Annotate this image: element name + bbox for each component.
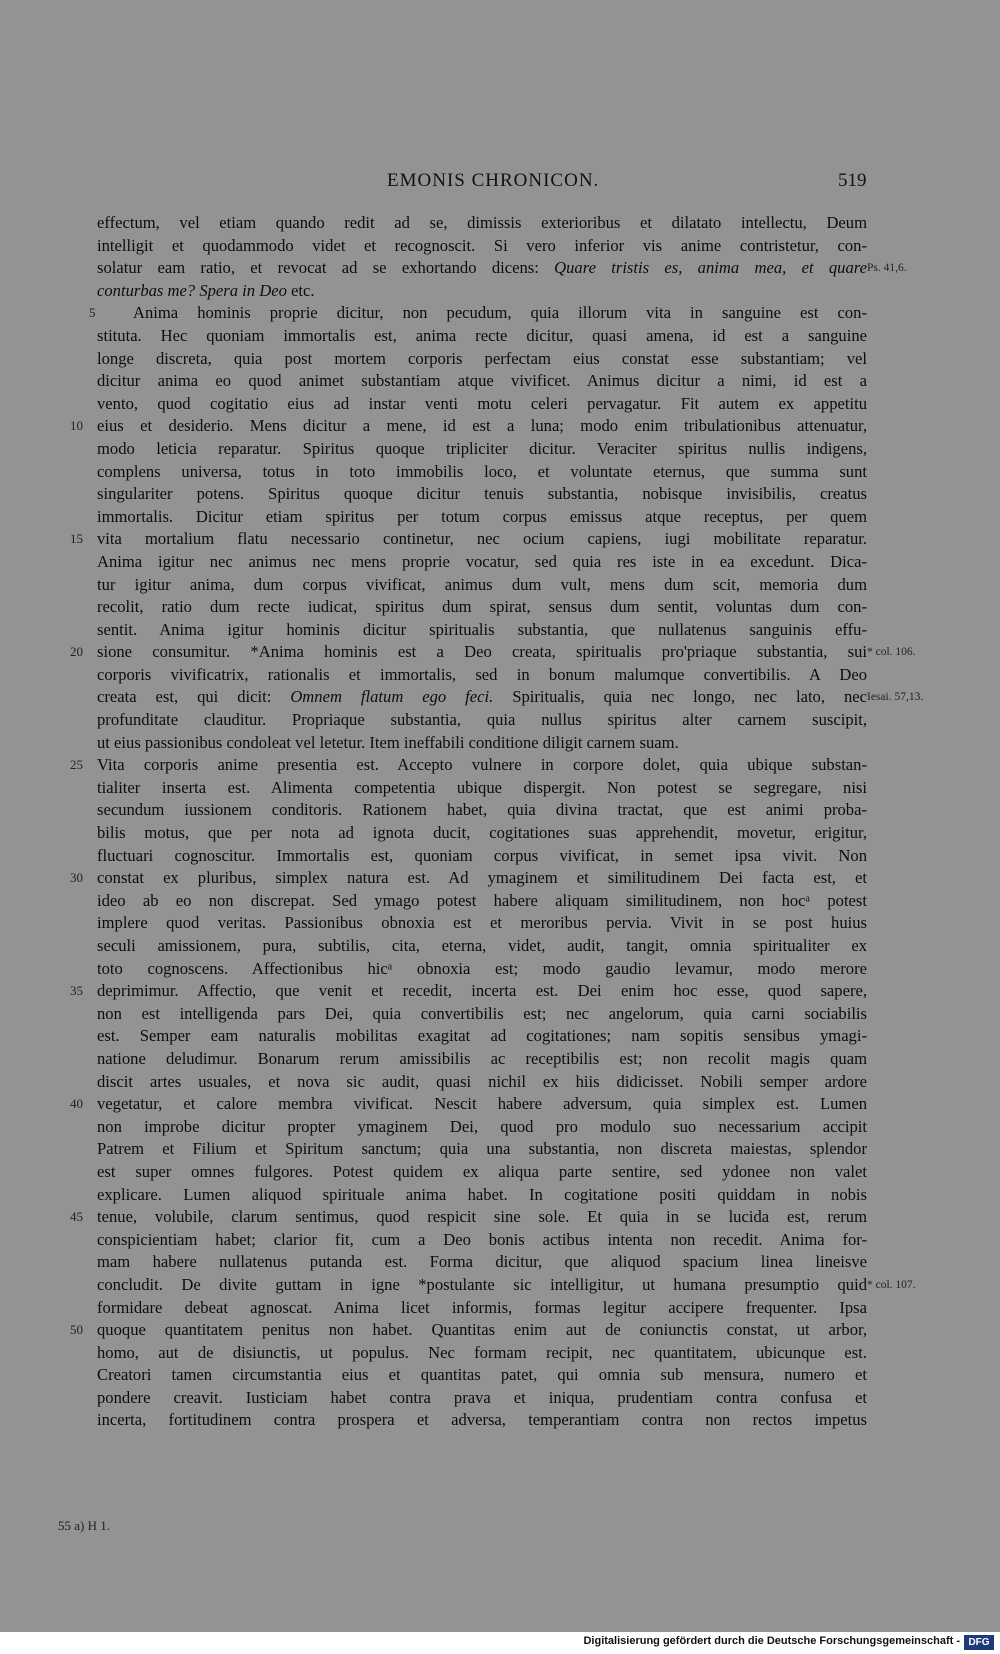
line-number: 10	[70, 418, 83, 434]
text-line	[97, 506, 867, 529]
line-number: 50	[70, 1322, 83, 1338]
text-line	[97, 1409, 867, 1432]
running-title: EMONIS CHRONICON.	[387, 170, 600, 191]
line-text: explicare. Lumen aliquod spirituale anima habet. In cogitatione positi quiddam in nobis	[97, 1184, 867, 1204]
running-header	[0, 170, 1000, 194]
line-text: vita mortalium flatu necessario continetur, nec ocium capiens, iugi mobilitate reparatur.	[97, 529, 867, 549]
line-text: longe discreta, quia post mortem corporis perfectam eius constat esse substantiam; vel	[97, 348, 867, 368]
line-text: Patrem et Filium et Spiritum sanctum; quia una substantia, non discreta maiestas, splendor	[97, 1139, 867, 1159]
text-line	[97, 777, 867, 800]
line-text: quoque quantitatem penitus non habet. Quantitas enim aut de coniunctis constat, ut arbor,	[97, 1320, 867, 1340]
line-number: 30	[70, 870, 83, 886]
line-text: Anima igitur nec animus nec mens proprie vocatur, sed quia res iste in ea excedunt. Dica-	[97, 551, 867, 571]
text-line	[97, 596, 867, 619]
text-line	[97, 1025, 867, 1048]
line-text: est super omnes fulgores. Potest quidem ex aliqua parte sentire, sed ydonee non valet	[97, 1161, 867, 1181]
dfg-logo: DFG	[964, 1635, 994, 1650]
text-line	[97, 709, 867, 732]
text-line	[97, 438, 867, 461]
line-number: 20	[70, 644, 83, 660]
line-text: ut eius passionibus condoleat vel letetur. Item ineffabili conditione diligit carnem suam.	[97, 732, 679, 752]
text-line	[97, 483, 867, 506]
text-line	[70, 415, 867, 438]
line-text: Creatori tamen circumstantia eius et quantitas patet, qui omnia sub mensura, numero et	[97, 1365, 867, 1385]
text-line	[97, 1274, 916, 1297]
line-text: etc.	[286, 280, 315, 300]
text-line	[97, 393, 867, 416]
text-line	[70, 1093, 867, 1116]
text-line	[97, 1364, 867, 1387]
text-line	[97, 1071, 867, 1094]
text-line	[70, 754, 867, 777]
line-text: toto cognoscens. Affectionibus hicᵃ obnoxia est; modo gaudio levamur, modo merore	[97, 958, 867, 978]
line-text: ideo ab eo non discrepat. Sed ymago potest habere aliquam similitudinem, non hocᵃ potest	[97, 890, 867, 910]
line-number: 35	[70, 983, 83, 999]
text-line	[97, 845, 867, 868]
text-line	[97, 257, 907, 280]
line-text: tur igitur anima, dum corpus vivificat, animus dum vult, mens dum scit, memoria dum	[97, 574, 867, 594]
text-line	[97, 958, 867, 981]
line-text: creata est, qui dicit:	[97, 687, 291, 707]
line-text: solatur eam ratio, et revocat ad se exhortando dicens:	[97, 258, 555, 278]
line-text: intelligit et quodammodo videt et recognoscit. Si vero inferior vis anime contristetur, con-	[97, 235, 867, 255]
text-line	[97, 370, 867, 393]
line-text: est. Semper eam naturalis mobilitas exagitat ad cogitationes; nam sopitis sensibus ymagi-	[97, 1026, 867, 1046]
line-number: 40	[70, 1096, 83, 1112]
line-text: fluctuari cognoscitur. Immortalis est, quoniam corpus vivificat, in semet ipsa vivit. Non	[97, 845, 867, 865]
line-text: complens universa, totus in toto immobilis loco, et voluntate eternus, que summa sunt	[97, 461, 867, 481]
text-line	[97, 325, 867, 348]
line-text: discit artes usuales, et nova sic audit, quasi nichil ex hiis didicisset. Nobili semper ardore	[97, 1071, 867, 1091]
text-line	[97, 799, 867, 822]
digitization-footer	[0, 1632, 1000, 1654]
margin-note: * col. 107.	[867, 1278, 916, 1291]
text-line	[97, 912, 867, 935]
text-line	[70, 1206, 867, 1229]
line-text: immortalis. Dicitur etiam spiritus per totum corpus emissus atque receptus, per quem	[97, 506, 867, 526]
text-line	[97, 822, 867, 845]
page-number: 519	[838, 170, 867, 191]
margin-note: Iesai. 57,13.	[867, 691, 924, 704]
text-block	[70, 212, 924, 1432]
line-text: vegetatur, et calore membra vivificat. Nescit habere adversum, quia simplex est. Lumen	[97, 1094, 867, 1114]
line-text: incerta, fortitudinem contra prospera et adversa, temperantiam contra non rectos impetus	[97, 1410, 867, 1430]
text-line	[97, 1251, 867, 1274]
line-number: 25	[70, 757, 83, 773]
line-text: mam habere nullatenus putanda est. Forma dicitur, que aliquod spacium linea lineisve	[97, 1252, 867, 1272]
text-line	[97, 1138, 867, 1161]
text-line	[97, 935, 867, 958]
text-line	[97, 1229, 867, 1252]
text-line	[70, 641, 916, 664]
line-text: conspicientiam habet; clarior fit, cum a Deo bonis actibus intenta non recedit. Anima for-	[97, 1229, 867, 1249]
text-line	[97, 1342, 867, 1365]
line-text: formidare debeat agnoscat. Anima licet informis, formas legitur accipere frequenter. Ipsa	[97, 1297, 867, 1317]
text-line	[97, 619, 867, 642]
text-line	[70, 1319, 867, 1342]
line-text: homo, aut de disiunctis, ut populus. Nec formam recipit, nec quantitatem, ubicunque est.	[97, 1342, 867, 1362]
line-text: non improbe dicitur propter ymaginem Dei, quod pro modulo suo necessarium accipit	[97, 1116, 867, 1136]
line-text: stituta. Hec quoniam immortalis est, anima recte dicitur, quasi amena, id est a sanguine	[97, 325, 867, 345]
text-line	[97, 732, 867, 755]
line-text: natione deludimur. Bonarum rerum amissibilis ac receptibilis est; non recolit magis quam	[97, 1048, 867, 1068]
line-text: sentit. Anima igitur hominis dicitur spiritualis substantia, que nullatenus sanguinis effu-	[97, 619, 867, 639]
text-line	[97, 1048, 867, 1071]
line-text: tialiter inserta est. Alimenta competentia ubique dispergit. Non potest se segregare, nisi	[97, 777, 867, 797]
line-text: concludit. De divite guttam in igne *postulante sic intelligitur, ut humana presumptio quid	[97, 1274, 867, 1294]
margin-note: * col. 106.	[867, 646, 916, 659]
line-text: modo leticia reparatur. Spiritus quoque tripliciter dicitur. Veraciter spiritus nullis indigens,	[97, 438, 867, 458]
line-text: recolit, ratio dum recte iudicat, spiritus dum spirat, sensus dum sentit, voluntas dum con-	[97, 597, 867, 617]
line-text: effectum, vel etiam quando redit ad se, dimissis exterioribus et dilatato intellectu, Deum	[97, 213, 867, 232]
text-line	[97, 1116, 867, 1139]
text-line	[97, 348, 867, 371]
text-line	[70, 867, 867, 890]
line-number: 5	[89, 305, 96, 321]
line-text: dicitur anima eo quod animet substantiam atque vivificet. Animus dicitur a nimi, id est a	[97, 371, 867, 391]
line-text: vento, quod cogitatio eius ad instar venti motu celeri pervagatur. Fit autem ex appetitu	[97, 393, 867, 413]
footnote: 55 a) H 1.	[58, 1518, 110, 1533]
line-text: singulariter potens. Spiritus quoque dicitur tenuis substantia, nobisque invisibilis, creatus	[97, 484, 867, 504]
line-text: profunditate clauditur. Propriaque substantia, quia nullus spiritus alter carnem suscipit,	[97, 710, 867, 730]
line-text: Anima hominis proprie dicitur, non pecudum, quia illorum vita in sanguine est con-	[133, 303, 867, 323]
text-line	[97, 1387, 867, 1410]
text-line	[97, 664, 867, 687]
line-text: secundum iussionem conditoris. Rationem habet, quia divina tractat, que est animi proba-	[97, 800, 867, 820]
text-line	[97, 461, 867, 484]
text-line	[97, 551, 867, 574]
line-text: tenue, volubile, clarum sentimus, quod respicit sine sole. Et quia in se lucida est, rerum	[97, 1207, 867, 1227]
text-line	[70, 980, 867, 1003]
line-text: bilis motus, que per nota ad ignota ducit, cogitationes suas apprehendit, movetur, erigitur,	[97, 823, 867, 843]
text-line	[97, 686, 924, 709]
line-text: Vita corporis anime presentia est. Accepto vulnere in corpore dolet, quia ubique substan-	[97, 755, 867, 775]
line-text: Spiritualis, quia nec longo, nec lato, nec	[493, 687, 867, 707]
text-line	[97, 574, 867, 597]
line-number: 45	[70, 1209, 83, 1225]
text-line	[97, 890, 867, 913]
line-text: implere quod veritas. Passionibus obnoxia est et meroribus pervia. Vivit in se post huius	[97, 913, 867, 933]
line-text: deprimimur. Affectio, que venit et recedit, incerta est. Dei enim hoc esse, quod sapere,	[97, 981, 867, 1001]
line-text: constat ex pluribus, simplex natura est. Ad ymaginem et similitudinem Dei facta est, et	[97, 868, 867, 888]
text-line	[70, 528, 867, 551]
quotation: Quare tristis es, anima mea, et quare	[554, 258, 867, 278]
text-line	[97, 212, 867, 235]
line-text: pondere creavit. Iusticiam habet contra prava et iniqua, prudentiam contra confusa et	[97, 1387, 867, 1407]
quotation: conturbas me? Spera in Deo	[97, 280, 287, 300]
text-line	[97, 1184, 867, 1207]
text-line	[97, 235, 867, 258]
quotation: Omnem flatum ego feci.	[290, 687, 494, 707]
margin-note: Ps. 41,6.	[867, 262, 907, 275]
line-text: seculi amissionem, pura, subtilis, cita, eterna, videt, audit, tangit, omnia spiritualiter ex	[97, 936, 867, 955]
text-line	[97, 1297, 867, 1320]
line-text: sione consumitur. *Anima hominis est a Deo creata, spiritualis pro'priaque substantia, sui	[97, 642, 867, 662]
line-text: eius et desiderio. Mens dicitur a mene, id est a luna; modo enim tribulationibus attenuatur,	[97, 416, 867, 436]
text-line	[97, 1161, 867, 1184]
line-number: 15	[70, 531, 83, 547]
text-line	[97, 1003, 867, 1026]
text-line	[97, 280, 867, 303]
funding-credit: Digitalisierung gefördert durch die Deutsche Forschungsgemeinschaft -	[583, 1635, 960, 1647]
text-line	[89, 302, 867, 325]
line-text: corporis vivificatrix, rationalis et immortalis, sed in bonum malumque convertibilis. A Deo	[97, 664, 867, 684]
line-text: non est intelligenda pars Dei, quia convertibilis est; nec angelorum, quia carni sociabilis	[97, 1003, 867, 1023]
